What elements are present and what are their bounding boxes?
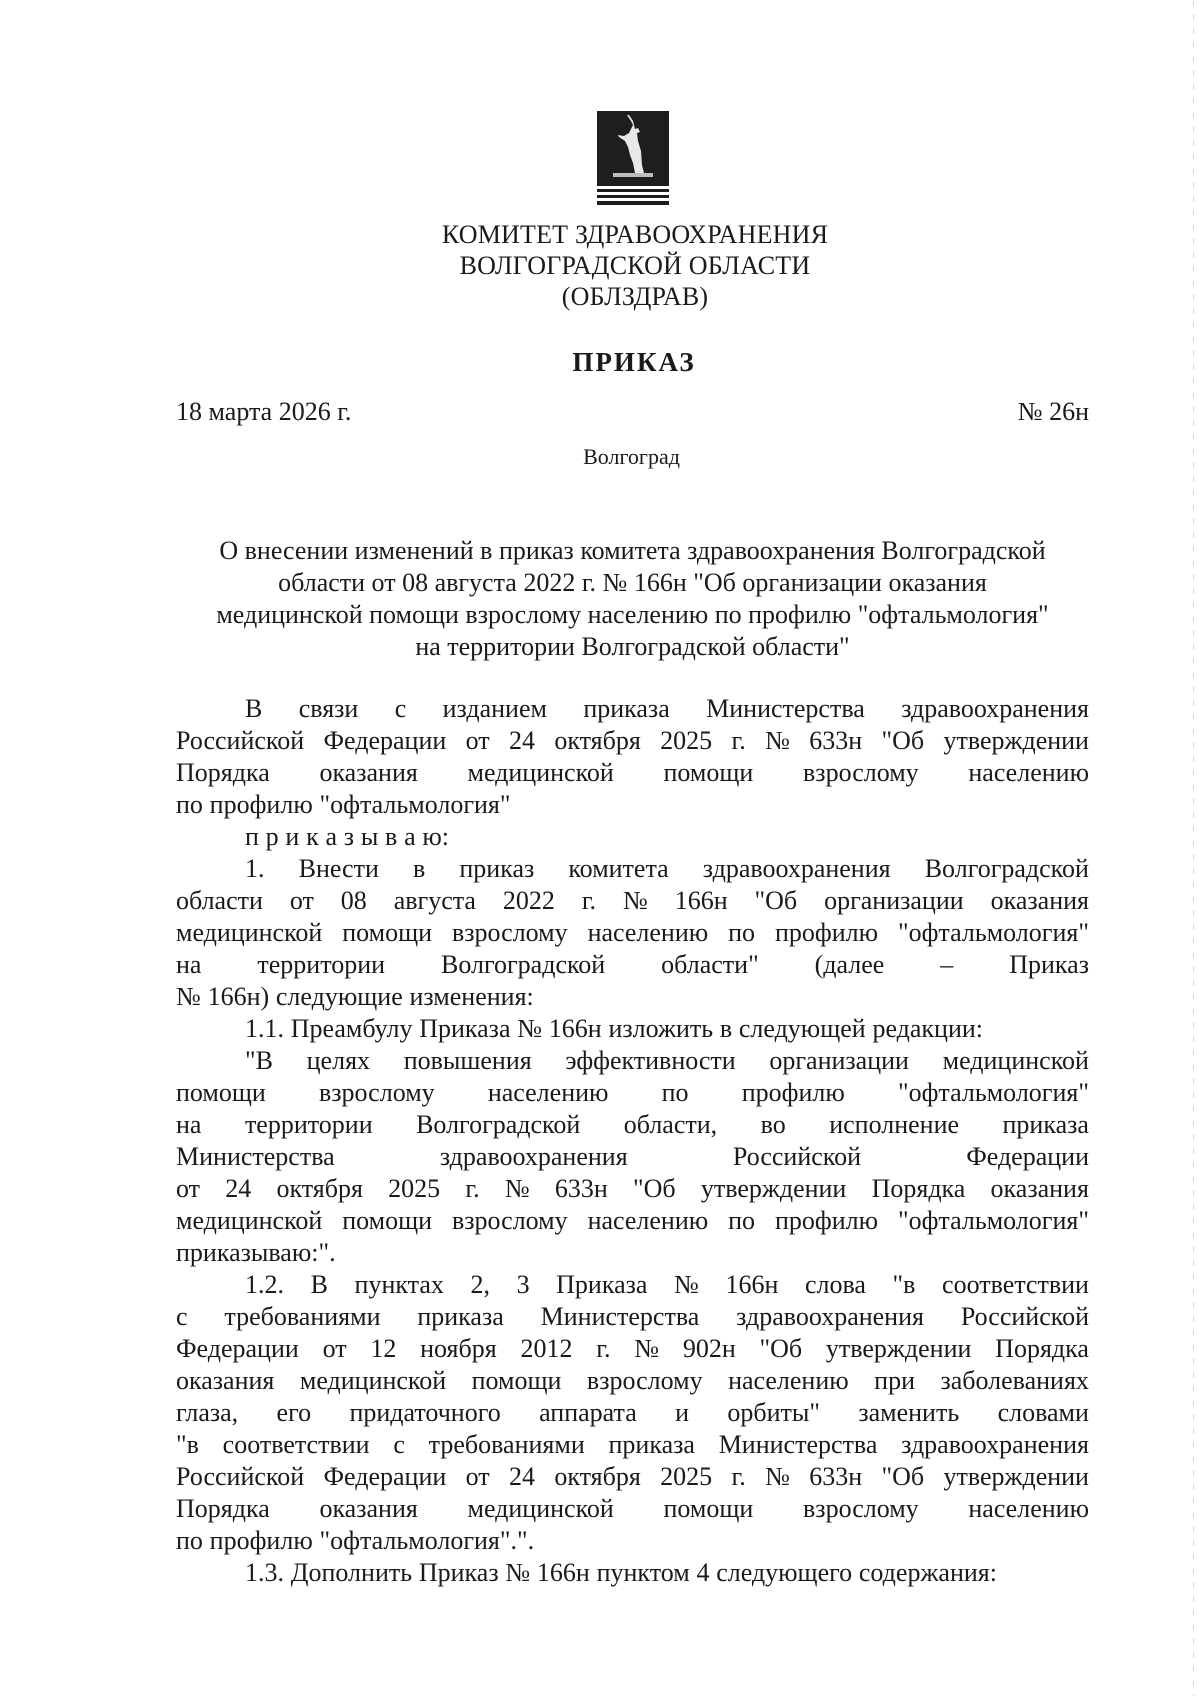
body-word: № xyxy=(176,982,201,1011)
body-word: пунктом xyxy=(596,1558,690,1587)
body-word: "Об xyxy=(881,1462,925,1491)
body-line xyxy=(176,1269,1089,1301)
body-word: в xyxy=(385,822,398,851)
body-word: ю: xyxy=(422,822,450,851)
body-word: Министерства xyxy=(718,1430,878,1459)
body-word: территории xyxy=(257,950,386,979)
document-number: № 26н xyxy=(1017,397,1089,426)
body-word: населению xyxy=(968,1494,1089,1523)
body-word: 2025 xyxy=(660,1462,713,1491)
scan-edge-marks xyxy=(1193,0,1194,1696)
title-line: области от 08 августа 2022 г. № 166н "Об организации оказания xyxy=(278,568,987,597)
body-word: Порядка xyxy=(871,1174,966,1203)
body-word: – xyxy=(940,950,954,979)
body-word: Порядка xyxy=(176,758,270,787)
body-word: 1.3. xyxy=(245,1558,284,1587)
body-word: а xyxy=(404,822,416,851)
body-word: № xyxy=(622,886,648,915)
body-word: по xyxy=(176,790,203,819)
body-word: 3 xyxy=(516,1270,530,1299)
body-word: помощи xyxy=(471,1366,562,1395)
body-word: редакции: xyxy=(872,1014,984,1043)
body-word: слова xyxy=(804,1270,866,1299)
body-line xyxy=(176,1045,1089,1077)
body-word: 2022 xyxy=(502,886,555,915)
body-word: 166н xyxy=(674,886,728,915)
body-word: Приказа xyxy=(556,1270,648,1299)
body-word: Федерации xyxy=(966,1142,1089,1171)
body-word: 902н xyxy=(682,1334,736,1363)
body-word: Российской xyxy=(960,1302,1089,1331)
body-word: придаточного xyxy=(349,1398,501,1427)
body-word: 24 xyxy=(509,1462,535,1491)
body-word: профилю xyxy=(774,1206,879,1235)
issuer-line: ВОЛГОГРАДСКОЙ ОБЛАСТИ xyxy=(459,251,811,280)
body-word: требованиями xyxy=(428,1430,585,1459)
body-word: Внести xyxy=(298,854,379,883)
body-word: "офтальмология" xyxy=(897,1078,1089,1107)
body-word: с xyxy=(176,1302,188,1331)
body-line xyxy=(176,1013,1089,1045)
body-word: от xyxy=(465,1462,490,1491)
body-word: ы xyxy=(360,822,379,851)
body-word: приказа xyxy=(583,694,670,723)
body-word: Российской xyxy=(732,1142,862,1171)
body-word: Порядка xyxy=(995,1334,1089,1363)
body-word: области, xyxy=(623,1110,718,1139)
body-word: приказа xyxy=(608,1430,695,1459)
body-word: словами xyxy=(997,1398,1089,1427)
body-word: оказания xyxy=(990,1174,1089,1203)
body-word: населению xyxy=(587,918,709,947)
body-word: "офтальмология" xyxy=(897,1206,1089,1235)
body-line xyxy=(176,1397,1089,1429)
body-word: от xyxy=(465,726,490,755)
body-word: изложить xyxy=(608,1014,714,1043)
body-word: г. xyxy=(731,726,746,755)
body-word: с xyxy=(393,1430,405,1459)
body-word: на xyxy=(176,1110,202,1139)
body-word: требованиями xyxy=(224,1302,381,1331)
body-word: на xyxy=(176,950,202,979)
body-word: по xyxy=(176,1526,203,1555)
issuer-line: КОМИТЕТ ЗДРАВООХРАНЕНИЯ xyxy=(441,220,829,249)
body-word: 166н xyxy=(548,1014,602,1043)
body-word: профилю xyxy=(209,1526,313,1555)
body-line xyxy=(176,725,1089,757)
body-word: в xyxy=(412,854,426,883)
body-word: № xyxy=(765,1462,790,1491)
body-line xyxy=(176,693,1089,725)
body-word: заменить xyxy=(858,1398,960,1427)
body-word: профилю xyxy=(774,918,879,947)
body-line xyxy=(176,789,1089,821)
body-line xyxy=(176,853,1089,885)
body-line xyxy=(176,1301,1089,1333)
document-date: 18 марта 2026 г. xyxy=(176,397,352,426)
body-word: "офтальмология" xyxy=(319,790,511,819)
body-word: г. xyxy=(731,1462,746,1491)
body-word: медицинской xyxy=(299,1366,447,1395)
body-word: населению xyxy=(587,1206,709,1235)
body-word: В xyxy=(310,1270,328,1299)
body-word: организации xyxy=(824,886,964,915)
body-word: 166н) xyxy=(207,982,270,1011)
body-word: 2012 xyxy=(520,1334,573,1363)
title-line: медицинской помощи взрослому населению по профилю "офтальмология" xyxy=(216,600,1049,629)
body-word: 633н xyxy=(809,726,863,755)
body-line xyxy=(176,1365,1089,1397)
body-word: области xyxy=(176,886,263,915)
body-line xyxy=(176,1205,1089,1237)
body-word: № xyxy=(505,1558,531,1587)
body-word: к xyxy=(306,822,319,851)
body-word: взрослому xyxy=(803,758,919,787)
body-word: 2025 xyxy=(660,726,713,755)
body-word: р xyxy=(265,822,279,851)
body-word: Российской xyxy=(176,726,305,755)
body-word: приказ xyxy=(459,854,535,883)
body-word: и xyxy=(285,822,300,851)
body-word: Волгоградской xyxy=(924,854,1089,883)
body-word: г. xyxy=(581,886,597,915)
emblem-stripe-2 xyxy=(597,195,669,198)
body-word: утверждении xyxy=(700,1174,847,1203)
body-word: утверждении xyxy=(943,1462,1089,1491)
body-word: 1.1. xyxy=(245,1014,284,1043)
body-word: (далее xyxy=(814,950,885,979)
body-word: октября xyxy=(554,1462,641,1491)
body-word: 12 xyxy=(370,1334,397,1363)
body-line xyxy=(176,821,1089,853)
body-word: его xyxy=(276,1398,312,1427)
body-word: "Об xyxy=(633,1174,676,1203)
body-word: взрослому xyxy=(451,918,568,947)
body-word: Порядка xyxy=(176,1494,270,1523)
body-line xyxy=(176,1557,1089,1589)
issuer-line: (ОБЛЗДРАВ) xyxy=(561,282,709,311)
body-word: г. xyxy=(465,1174,480,1203)
body-word: медицинской xyxy=(942,1046,1089,1075)
body-line xyxy=(176,1109,1089,1141)
body-word: Преамбулу xyxy=(290,1014,413,1043)
body-word: орбиты" xyxy=(727,1398,820,1427)
issuer-header xyxy=(300,219,970,312)
body-line xyxy=(176,917,1089,949)
body-word: профилю xyxy=(741,1078,845,1107)
body-word: Приказ xyxy=(1009,950,1089,979)
body-word: 166н xyxy=(536,1558,590,1587)
body-word: заболеваниях xyxy=(940,1366,1089,1395)
body-word: октября xyxy=(276,1174,363,1203)
body-word: 2025 xyxy=(388,1174,441,1203)
body-line xyxy=(176,757,1089,789)
body-word: Министерства xyxy=(540,1302,700,1331)
body-word: 633н xyxy=(554,1174,608,1203)
body-word: № xyxy=(517,1014,543,1043)
body-word: связи xyxy=(298,694,359,723)
body-word: пунктах xyxy=(354,1270,444,1299)
body-word: августа xyxy=(393,886,476,915)
body-word: следующей xyxy=(738,1014,866,1043)
body-word: г. xyxy=(596,1334,611,1363)
body-word: по xyxy=(728,1206,756,1235)
body-line xyxy=(176,1493,1089,1525)
body-word: 2, xyxy=(470,1270,490,1299)
body-word: с xyxy=(394,694,407,723)
body-word: изменения: xyxy=(409,982,534,1011)
body-word: "офтальмология".". xyxy=(319,1526,535,1555)
body-word: в xyxy=(719,1014,733,1043)
body-word: Министерства xyxy=(176,1142,335,1171)
body-word: оказания xyxy=(990,886,1089,915)
body-word: целях xyxy=(306,1046,371,1075)
body-word: з xyxy=(343,822,355,851)
body-word: эффективности xyxy=(565,1046,736,1075)
body-word: медицинской xyxy=(176,918,323,947)
body-word: во xyxy=(760,1110,786,1139)
body-word: населению xyxy=(487,1078,609,1107)
body-word: оказания xyxy=(319,758,418,787)
body-word: медицинской xyxy=(176,1206,323,1235)
body-word: утверждении xyxy=(943,726,1089,755)
title-line: О внесении изменений в приказ комитета здравоохранения Волгоградской xyxy=(219,536,1046,565)
body-word: оказания xyxy=(319,1494,418,1523)
body-word: Российской xyxy=(176,1462,305,1491)
body-word: населению xyxy=(728,1366,849,1395)
body-word: 633н xyxy=(809,1462,863,1491)
body-word: помощи xyxy=(663,1494,754,1523)
body-word: Министерства xyxy=(706,694,865,723)
body-word: помощи xyxy=(176,1078,266,1107)
body-word: "Об xyxy=(759,1334,803,1363)
body-line xyxy=(176,949,1089,981)
body-word: 24 xyxy=(509,726,535,755)
body-word: профилю xyxy=(209,790,313,819)
body-line xyxy=(176,1077,1089,1109)
body-line xyxy=(176,885,1089,917)
body-word: повышения xyxy=(403,1046,532,1075)
body-word: здравоохранения xyxy=(439,1142,628,1171)
body-word: оказания xyxy=(176,1366,275,1395)
body-word: 4 xyxy=(696,1558,710,1587)
body-word: населению xyxy=(968,758,1089,787)
body-word: а xyxy=(325,822,338,851)
body-word: октября xyxy=(554,726,641,755)
body-word: "Об xyxy=(754,886,798,915)
document-body xyxy=(176,693,1089,1589)
body-word: "В xyxy=(245,1046,273,1075)
body-word: взрослому xyxy=(803,1494,919,1523)
coat-of-arms-emblem xyxy=(597,111,669,206)
body-word: Приказ xyxy=(418,1558,499,1587)
body-word: здравоохранения xyxy=(736,1302,924,1331)
body-word: помощи xyxy=(342,918,433,947)
body-word: соответствии xyxy=(942,1270,1089,1299)
body-word: комитета xyxy=(568,854,669,883)
body-word: 166н xyxy=(725,1270,779,1299)
body-word: 1.2. xyxy=(245,1270,284,1299)
body-word: изданием xyxy=(442,694,547,723)
body-word: помощи xyxy=(663,758,754,787)
body-word: Дополнить xyxy=(290,1558,413,1587)
body-word: здравоохранения xyxy=(901,1430,1089,1459)
emblem-stripe-1 xyxy=(597,189,669,192)
body-word: здравоохранения xyxy=(702,854,891,883)
body-line xyxy=(176,1237,1089,1269)
body-word: № xyxy=(765,726,790,755)
body-word: взрослому xyxy=(451,1206,568,1235)
body-word: "в xyxy=(176,1430,199,1459)
body-word: Приказа xyxy=(419,1014,511,1043)
body-word: от xyxy=(289,886,314,915)
body-word: исполнение xyxy=(829,1110,960,1139)
body-word: следующие xyxy=(275,982,403,1011)
body-word: здравоохранения xyxy=(901,694,1089,723)
body-word: области" xyxy=(661,950,759,979)
body-word: медицинской xyxy=(467,1494,614,1523)
body-word: приказа xyxy=(1002,1110,1089,1139)
body-line xyxy=(176,1333,1089,1365)
document-city: Волгоград xyxy=(583,444,680,469)
body-word: 24 xyxy=(225,1174,252,1203)
body-word: В xyxy=(245,694,263,723)
body-word: п xyxy=(245,822,259,851)
document-type: ПРИКАЗ xyxy=(572,347,696,377)
body-word: территории xyxy=(244,1110,373,1139)
body-word: помощи xyxy=(342,1206,433,1235)
body-word: от xyxy=(322,1334,347,1363)
body-word: взрослому xyxy=(318,1078,435,1107)
body-line xyxy=(176,1429,1089,1461)
body-word: 08 xyxy=(340,886,367,915)
body-word: приказа xyxy=(417,1302,504,1331)
body-line xyxy=(176,1141,1089,1173)
body-word: и xyxy=(675,1398,690,1427)
body-word: 1. xyxy=(245,854,265,883)
body-word: № xyxy=(674,1270,699,1299)
body-line xyxy=(176,981,1089,1013)
body-word: Федерации xyxy=(176,1334,299,1363)
statue-pedestal xyxy=(613,173,653,177)
body-word: медицинской xyxy=(467,758,614,787)
emblem-stripe-3 xyxy=(597,201,669,205)
body-word: взрослому xyxy=(586,1366,703,1395)
body-word: следующего xyxy=(716,1558,853,1587)
body-word: Волгоградской xyxy=(441,950,606,979)
body-word: № xyxy=(634,1334,660,1363)
body-word: "Об xyxy=(881,726,925,755)
body-word: Федерации xyxy=(323,726,447,755)
body-word: соответствии xyxy=(222,1430,370,1459)
body-word: содержания: xyxy=(858,1558,997,1587)
body-word: № xyxy=(504,1174,530,1203)
title-line: на территории Волгоградской области" xyxy=(415,632,850,661)
body-word: аппарата xyxy=(539,1398,637,1427)
body-word: по xyxy=(661,1078,689,1107)
body-word: организации xyxy=(769,1046,909,1075)
body-word: "в xyxy=(892,1270,916,1299)
body-line xyxy=(176,1173,1089,1205)
body-word: утверждении xyxy=(825,1334,972,1363)
body-word: глаза, xyxy=(176,1398,239,1427)
body-line xyxy=(176,1461,1089,1493)
body-word: ноября xyxy=(420,1334,497,1363)
body-word: от xyxy=(176,1174,201,1203)
body-word: Волгоградской xyxy=(416,1110,581,1139)
body-word: "офтальмология" xyxy=(897,918,1089,947)
body-word: Федерации xyxy=(323,1462,447,1491)
document-title xyxy=(176,535,1089,663)
body-word: при xyxy=(874,1366,915,1395)
body-word: по xyxy=(728,918,756,947)
body-line xyxy=(176,1525,1089,1557)
body-word: приказываю:". xyxy=(176,1238,336,1267)
